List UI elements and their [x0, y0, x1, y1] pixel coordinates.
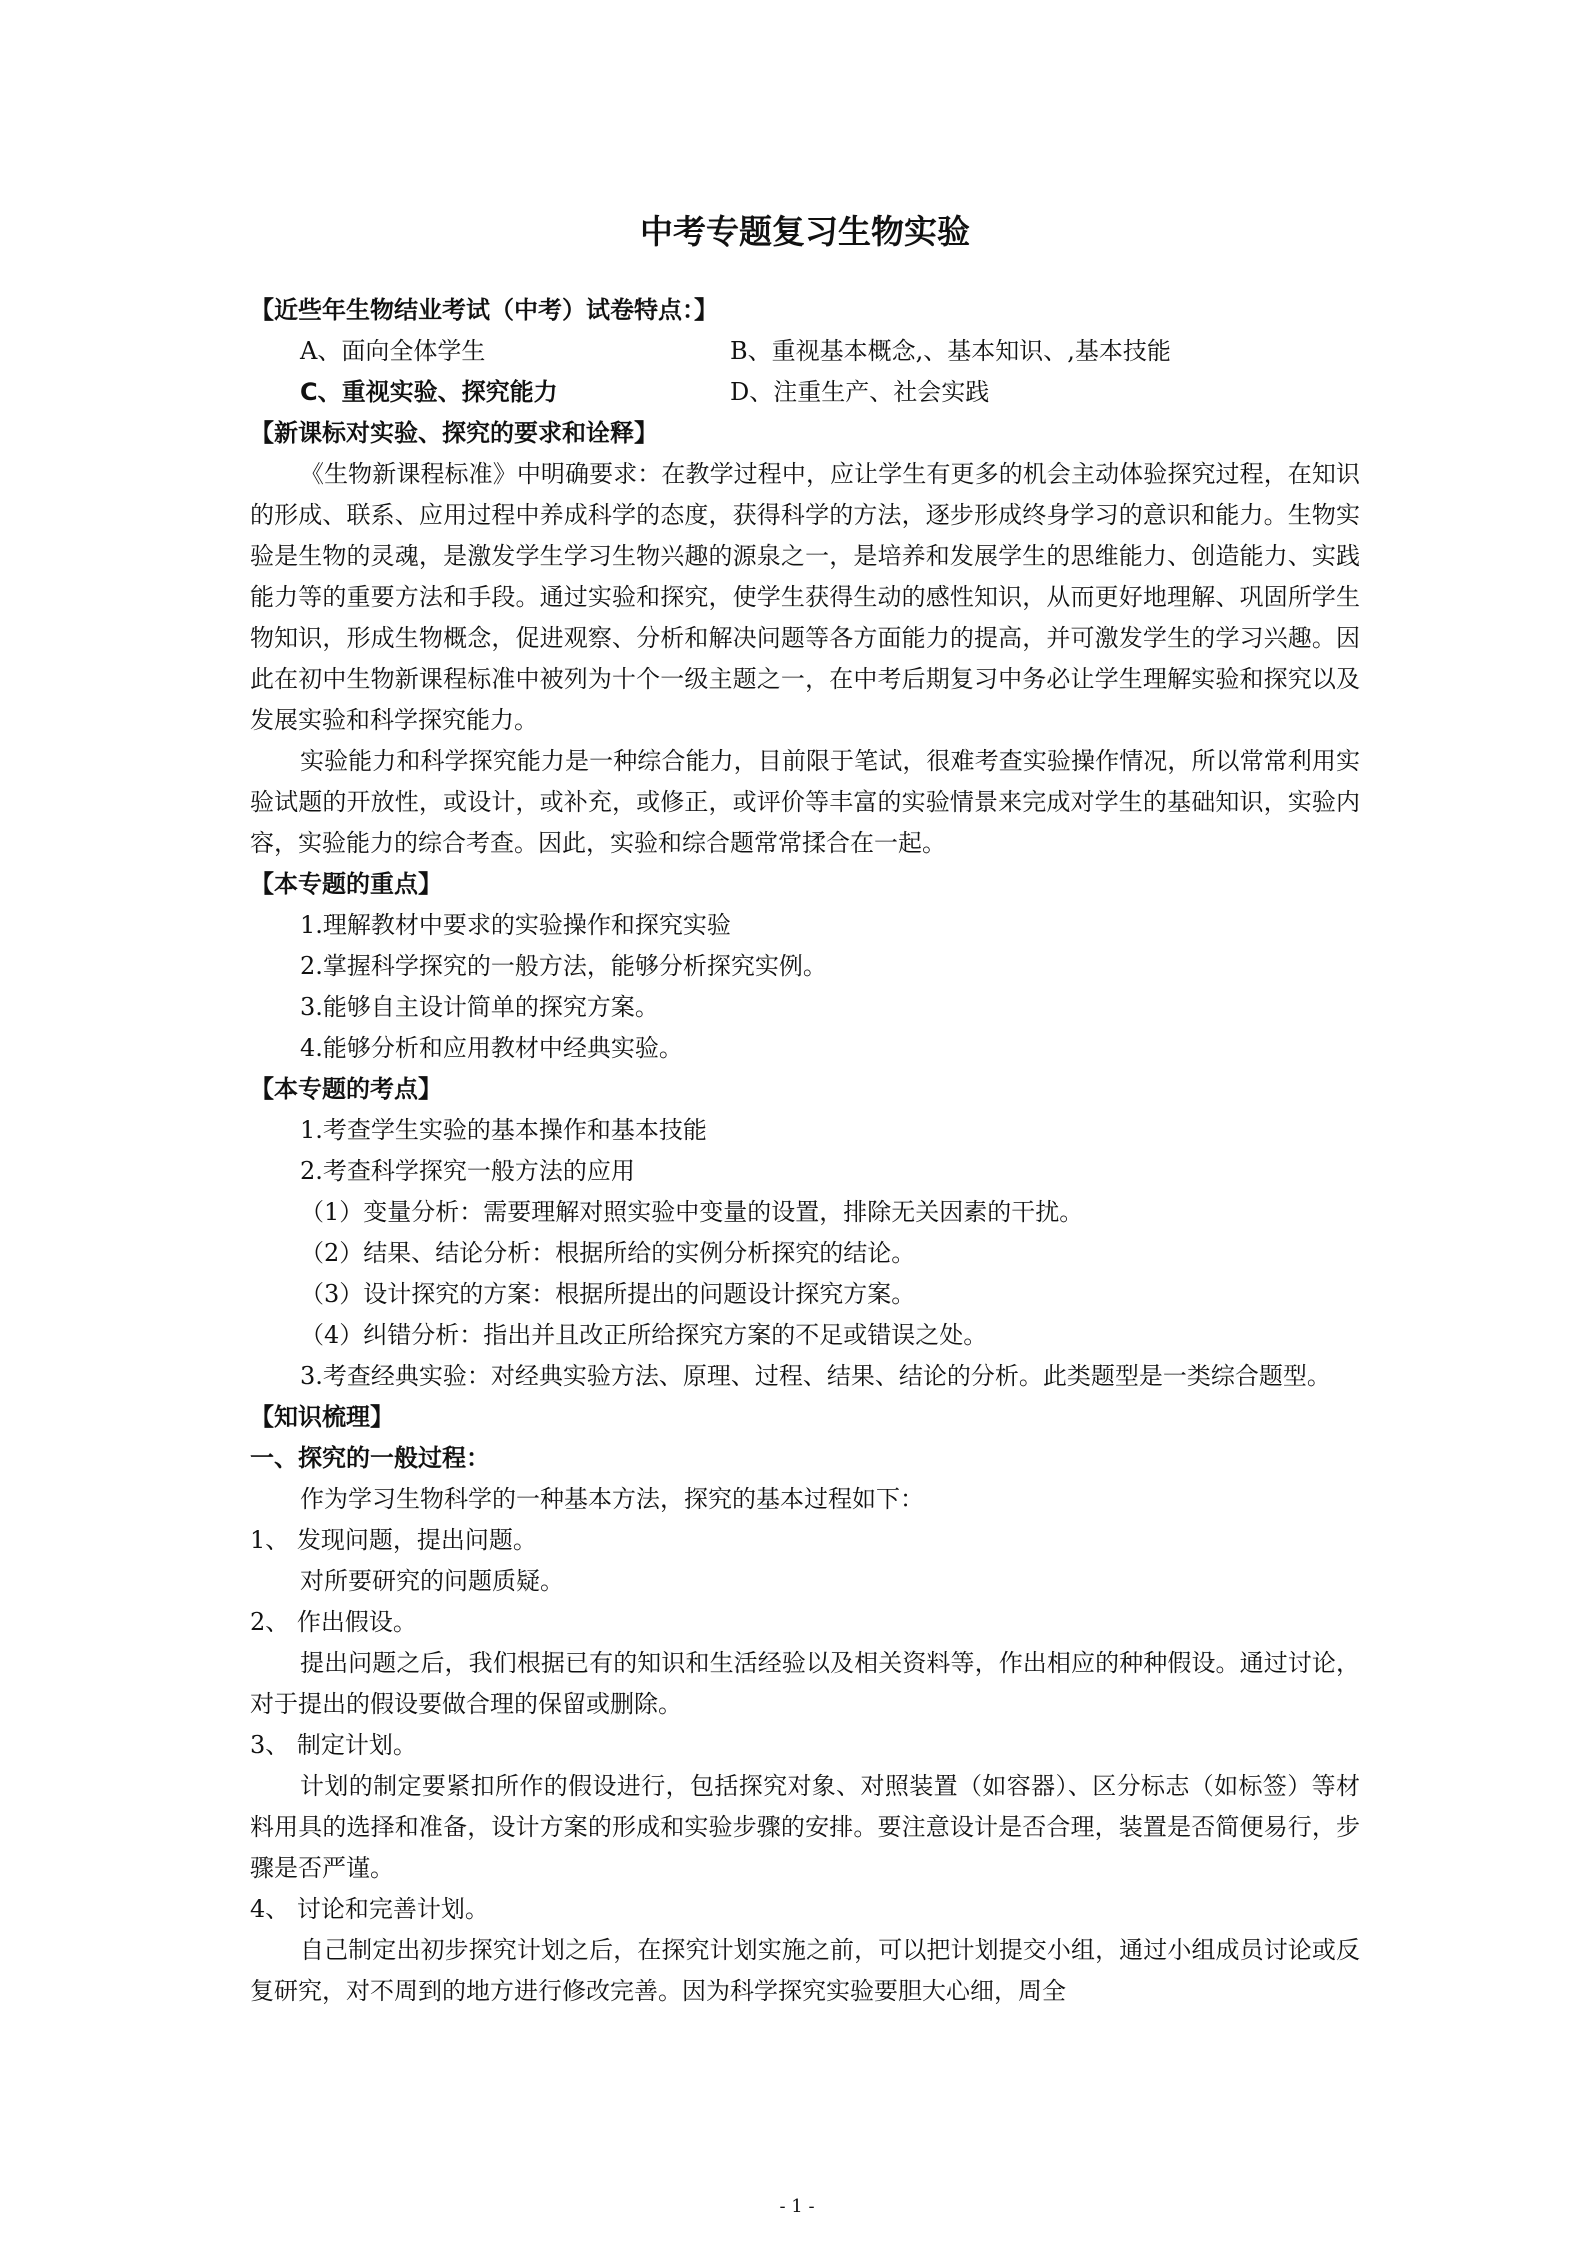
option-b: B、重视基本概念,、基本知识、,基本技能 — [730, 337, 1171, 365]
option-d: D、注重生产、社会实践 — [730, 378, 990, 406]
step-4-heading: 4、 讨论和完善计划。 — [250, 1895, 489, 1923]
option-c: C、重视实验、探究能力 — [300, 378, 558, 406]
exam-point-paragraph: 3.考查经典实验：对经典实验方法、原理、过程、结果、结论的分析。此类题型是一类综合题型。 — [300, 1362, 1331, 1390]
exam-features-options — [250, 331, 1360, 413]
exam-point-item: 2.考查科学探究一般方法的应用 — [300, 1157, 635, 1185]
step-2-heading: 2、 作出假设。 — [250, 1608, 417, 1636]
section-heading-knowledge: 【知识梳理】 — [250, 1403, 394, 1431]
key-point-item: 2.掌握科学探究的一般方法，能够分析探究实例。 — [300, 952, 827, 980]
exam-point-item: （3）设计探究的方案：根据所提出的问题设计探究方案。 — [300, 1280, 916, 1308]
curriculum-paragraph-1: 《生物新课程标准》中明确要求：在教学过程中，应让学生有更多的机会主动体验探究过程，在知识的形成、联系、应用过程中养成科学的态度，获得科学的方法，逐步形成终身学习的意识和能力。生物实验是生物的灵魂，是激发学生学习生物兴趣的源泉之一，是培养和发展学生的思维能力、创造能力、实践能力等的重要方法和手段。通过实验和探究，使学生获得生动的感性知识，从而更好地理解、巩固所学生物知识，形成生物概念，促进观察、分析和解决问题等各方面能力的提高，并可激发学生的学习兴趣。因此在初中生物新课程标准中被列为十个一级主题之一，在中考后期复习中务必让学生理解实验和探究以及发展实验和科学探究能力。 — [250, 460, 1360, 734]
inquiry-intro: 作为学习生物科学的一种基本方法，探究的基本过程如下： — [300, 1485, 924, 1513]
exam-point-item: （4）纠错分析：指出并且改正所给探究方案的不足或错误之处。 — [300, 1321, 988, 1349]
option-a: A、面向全体学生 — [300, 337, 486, 365]
step-4-text: 自己制定出初步探究计划之后，在探究计划实施之前，可以把计划提交小组，通过小组成员讨论或反复研究，对不周到的地方进行修改完善。因为科学探究实验要胆大心细，周全 — [250, 1936, 1360, 2005]
step-2-text: 提出问题之后，我们根据已有的知识和生活经验以及相关资料等，作出相应的种种假设。通过讨论，对于提出的假设要做合理的保留或删除。 — [250, 1649, 1360, 1718]
document-page — [250, 210, 1360, 2012]
step-3-heading: 3、 制定计划。 — [250, 1731, 417, 1759]
curriculum-paragraph-2: 实验能力和科学探究能力是一种综合能力，目前限于笔试，很难考查实验操作情况，所以常常利用实验试题的开放性，或设计，或补充，或修正，或评价等丰富的实验情景来完成对学生的基础知识，实验内容，实验能力的综合考查。因此，实验和综合题常常揉合在一起。 — [250, 747, 1360, 857]
key-point-item: 1.理解教材中要求的实验操作和探究实验 — [300, 911, 731, 939]
page-number: - 1 - — [779, 2196, 815, 2217]
step-1-heading: 1、 发现问题，提出问题。 — [250, 1526, 537, 1554]
subheading-inquiry-process: 一、探究的一般过程： — [250, 1444, 490, 1472]
section-heading-key-points: 【本专题的重点】 — [250, 870, 442, 898]
page-title: 中考专题复习生物实验 — [640, 212, 970, 251]
step-3-text: 计划的制定要紧扣所作的假设进行，包括探究对象、对照装置（如容器）、区分标志（如标签）等材料用具的选择和准备，设计方案的形成和实验步骤的安排。要注意设计是否合理，装置是否简便易行，步骤是否严谨。 — [250, 1772, 1360, 1882]
exam-point-item: （2）结果、结论分析：根据所给的实例分析探究的结论。 — [300, 1239, 916, 1267]
section-heading-exam-features: 【近些年生物结业考试（中考）试卷特点：】 — [250, 296, 718, 324]
exam-point-item: （1）变量分析：需要理解对照实验中变量的设置，排除无关因素的干扰。 — [300, 1198, 1084, 1226]
key-point-item: 3.能够自主设计简单的探究方案。 — [300, 993, 659, 1021]
exam-point-item: 1.考查学生实验的基本操作和基本技能 — [300, 1116, 707, 1144]
step-1-text: 对所要研究的问题质疑。 — [300, 1567, 564, 1595]
section-heading-exam-points: 【本专题的考点】 — [250, 1075, 442, 1103]
section-heading-curriculum: 【新课标对实验、探究的要求和诠释】 — [250, 419, 658, 447]
key-point-item: 4.能够分析和应用教材中经典实验。 — [300, 1034, 683, 1062]
